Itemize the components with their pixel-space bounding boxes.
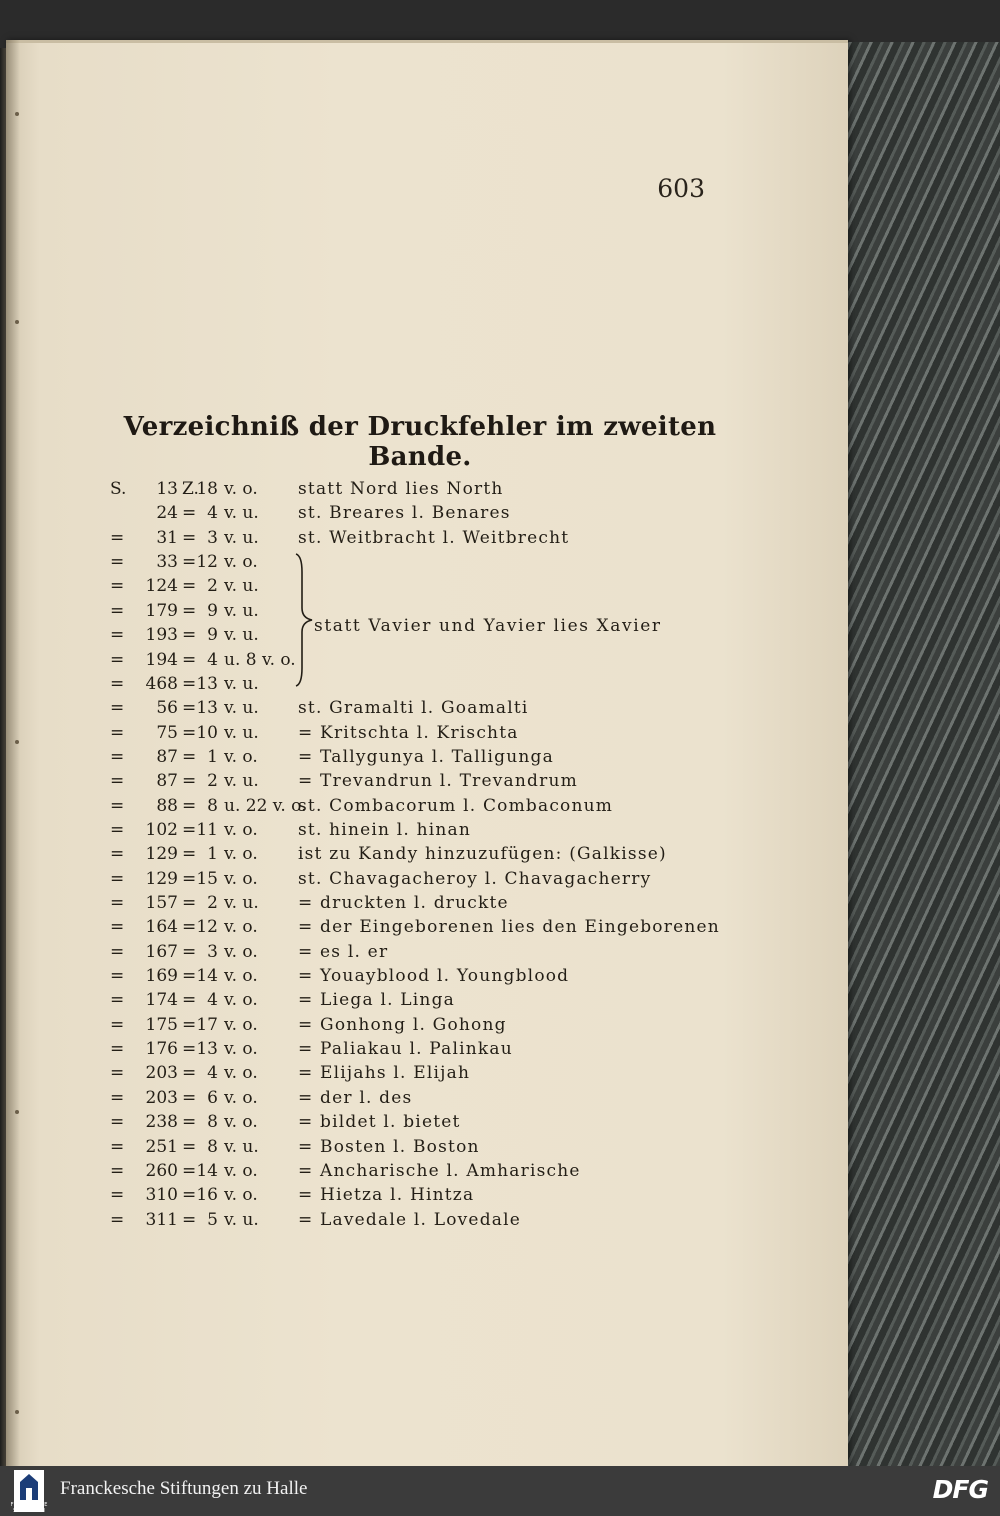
errata-row	[0, 1135, 840, 1159]
errata-line: 8	[207, 1112, 218, 1133]
errata-prefix: =	[110, 1063, 125, 1084]
errata-row	[0, 1061, 840, 1085]
errata-page: 56	[156, 698, 178, 719]
errata-correction: = es l. er	[298, 941, 389, 962]
errata-line-ref: v. o.	[224, 552, 258, 572]
errata-row	[0, 891, 840, 915]
errata-correction: st. Weitbracht l. Weitbrecht	[298, 527, 570, 548]
errata-line-ref: v. o.	[224, 868, 258, 889]
errata-line: 9	[207, 625, 218, 646]
errata-line: 9	[207, 600, 218, 621]
errata-line: 4	[207, 503, 218, 524]
errata-prefix: =	[110, 527, 125, 548]
errata-line-ref: u. 22 v. o.	[224, 795, 307, 816]
errata-line: 18	[196, 479, 218, 499]
errata-page: 88	[156, 795, 178, 816]
errata-page: 102	[145, 819, 178, 840]
errata-prefix: =	[110, 819, 125, 840]
errata-prefix: =	[110, 1014, 125, 1035]
errata-prefix: =	[110, 1209, 125, 1230]
errata-line-ref: v. o.	[224, 990, 258, 1011]
errata-line: 11	[196, 819, 218, 840]
errata-correction: st. Gramalti l. Goamalti	[298, 698, 529, 719]
errata-line: 16	[196, 1185, 218, 1206]
errata-prefix: =	[110, 625, 125, 646]
errata-line-ref: v. u.	[224, 527, 259, 548]
errata-ditto: =	[182, 795, 197, 816]
errata-row	[0, 794, 840, 818]
errata-ditto: =	[182, 600, 197, 621]
errata-prefix: =	[110, 795, 125, 816]
errata-ditto: =	[182, 1136, 197, 1157]
errata-line-ref: u. 8 v. o.	[224, 649, 296, 670]
errata-row	[0, 867, 840, 891]
errata-prefix: =	[110, 1160, 125, 1181]
errata-row	[0, 550, 840, 574]
errata-prefix: =	[110, 990, 125, 1011]
errata-line: 3	[207, 941, 218, 962]
errata-line: 1	[207, 746, 218, 767]
errata-correction: = der l. des	[298, 1087, 413, 1108]
errata-ditto: =	[182, 1087, 197, 1108]
errata-prefix: =	[110, 746, 125, 767]
errata-ditto: =	[182, 771, 197, 792]
errata-ditto: =	[182, 1160, 197, 1181]
errata-correction: = Ancharische l. Amharische	[298, 1160, 581, 1181]
errata-prefix: =	[110, 868, 125, 889]
errata-prefix: =	[110, 966, 125, 986]
errata-page: 167	[145, 941, 178, 962]
errata-ditto: =	[182, 746, 197, 767]
errata-row	[0, 648, 840, 672]
errata-page: 203	[145, 1063, 178, 1084]
errata-page: 75	[156, 722, 178, 743]
errata-ditto: =	[182, 1112, 197, 1133]
errata-page: 175	[145, 1014, 178, 1035]
errata-page: 124	[145, 576, 178, 597]
errata-ditto: =	[182, 698, 197, 719]
errata-prefix: =	[110, 917, 125, 938]
errata-page: 194	[145, 649, 178, 670]
errata-row	[0, 964, 840, 988]
errata-correction: = Elijahs l. Elijah	[298, 1063, 471, 1084]
errata-row	[0, 769, 840, 793]
errata-prefix: =	[110, 722, 125, 743]
errata-ditto: =	[182, 552, 197, 572]
errata-correction: ist zu Kandy hinzuzufügen: (Galkisse)	[298, 844, 667, 865]
errata-line-ref: v. o.	[224, 917, 258, 938]
errata-ditto: =	[182, 649, 197, 670]
errata-line-ref: v. o.	[224, 1039, 258, 1060]
errata-row	[0, 745, 840, 769]
errata-row	[0, 526, 840, 550]
footer-bar	[0, 1466, 1000, 1516]
errata-row	[0, 477, 840, 501]
errata-ditto: =	[182, 819, 197, 840]
errata-line: 13	[196, 1039, 218, 1060]
errata-line: 3	[207, 527, 218, 548]
errata-line: 12	[196, 917, 218, 938]
errata-prefix: =	[110, 600, 125, 621]
errata-prefix: =	[110, 552, 125, 572]
errata-line: 1	[207, 844, 218, 865]
errata-row	[0, 696, 840, 720]
errata-line-ref: v. o.	[224, 844, 258, 865]
errata-correction: = Gonhong l. Gohong	[298, 1014, 507, 1035]
errata-page: 157	[145, 893, 178, 913]
errata-correction: = der Eingeborenen lies den Eingeborenen	[298, 917, 720, 938]
errata-correction: = Youayblood l. Youngblood	[298, 966, 570, 986]
errata-row	[0, 988, 840, 1012]
errata-ditto: =	[182, 527, 197, 548]
errata-page: 203	[145, 1087, 178, 1108]
stitch-mark	[15, 320, 19, 324]
errata-line-ref: v. u.	[224, 698, 259, 719]
errata-page: 468	[145, 673, 178, 694]
errata-prefix: =	[110, 1136, 125, 1157]
errata-ditto: =	[182, 1063, 197, 1084]
errata-line-ref: v. u.	[224, 1209, 259, 1230]
errata-line: 8	[207, 795, 218, 816]
errata-correction: = druckten l. druckte	[298, 893, 509, 913]
stitch-mark	[15, 1410, 19, 1414]
logo-caption: FRANCKESCHE STIFTUNGEN	[10, 1502, 48, 1514]
errata-correction: = Lavedale l. Lovedale	[298, 1209, 522, 1230]
errata-row	[0, 672, 840, 696]
errata-line-ref: v. u.	[224, 600, 259, 621]
errata-page: 193	[145, 625, 178, 646]
errata-line: 6	[207, 1087, 218, 1108]
errata-correction: = Liega l. Linga	[298, 990, 455, 1011]
errata-row	[0, 574, 840, 598]
errata-prefix: S.	[110, 479, 127, 499]
errata-row	[0, 1013, 840, 1037]
errata-prefix: =	[110, 1039, 125, 1060]
errata-ditto: =	[182, 893, 197, 913]
errata-line-ref: v. u.	[224, 893, 259, 913]
errata-line-ref: v. u.	[224, 722, 259, 743]
errata-line-ref: v. u.	[224, 625, 259, 646]
errata-row	[0, 501, 840, 525]
institution-name: Franckesche Stiftungen zu Halle	[60, 1478, 308, 1499]
errata-line-ref: v. u.	[224, 771, 259, 792]
curly-brace-icon	[292, 552, 316, 688]
errata-line-ref: v. u.	[224, 673, 259, 694]
errata-line: 2	[207, 893, 218, 913]
errata-ditto: =	[182, 1014, 197, 1035]
errata-line: 4	[207, 1063, 218, 1084]
errata-ditto: =	[182, 868, 197, 889]
errata-ditto: =	[182, 990, 197, 1011]
errata-ditto: =	[182, 941, 197, 962]
errata-row	[0, 1183, 840, 1207]
errata-page: 87	[156, 771, 178, 792]
errata-prefix: =	[110, 1087, 125, 1108]
errata-correction: = Trevandrun l. Trevandrum	[298, 771, 578, 792]
errata-correction: statt Nord lies North	[298, 479, 504, 499]
errata-line: 10	[196, 722, 218, 743]
errata-page: 13	[156, 479, 178, 499]
errata-page: 176	[145, 1039, 178, 1060]
errata-row	[0, 1208, 840, 1232]
errata-line: 5	[207, 1209, 218, 1230]
errata-row	[0, 818, 840, 842]
errata-page: 260	[145, 1160, 178, 1181]
errata-page: 129	[145, 844, 178, 865]
errata-line: 4	[207, 990, 218, 1011]
errata-prefix: =	[110, 576, 125, 597]
errata-line: 8	[207, 1136, 218, 1157]
errata-page: 33	[156, 552, 178, 572]
errata-row	[0, 1037, 840, 1061]
errata-line-ref: v. o.	[224, 1160, 258, 1181]
errata-prefix: =	[110, 844, 125, 865]
errata-row	[0, 1110, 840, 1134]
errata-line: 2	[207, 771, 218, 792]
errata-page: 169	[145, 966, 178, 986]
errata-line-ref: v. o.	[224, 1014, 258, 1035]
errata-page: 311	[145, 1209, 178, 1230]
errata-prefix: =	[110, 893, 125, 913]
errata-ditto: =	[182, 1209, 197, 1230]
errata-page: 129	[145, 868, 178, 889]
errata-ditto: =	[182, 673, 197, 694]
errata-row	[0, 1086, 840, 1110]
errata-line-ref: v. o.	[224, 941, 258, 962]
brace-group-correction: statt Vavier und Yavier lies Xavier	[314, 616, 662, 636]
errata-row	[0, 915, 840, 939]
errata-correction: st. hinein l. hinan	[298, 819, 472, 840]
errata-line: 13	[196, 698, 218, 719]
errata-prefix: =	[110, 673, 125, 694]
errata-ditto: Z.	[182, 479, 199, 499]
errata-correction: st. Breares l. Benares	[298, 503, 511, 524]
errata-ditto: =	[182, 966, 197, 986]
errata-page: 310	[145, 1185, 178, 1206]
errata-prefix: =	[110, 1112, 125, 1133]
errata-prefix: =	[110, 649, 125, 670]
errata-correction: = Hietza l. Hintza	[298, 1185, 475, 1206]
errata-correction: st. Combacorum l. Combaconum	[298, 795, 614, 816]
errata-page: 31	[156, 527, 178, 548]
errata-correction: = bildet l. bietet	[298, 1112, 461, 1133]
errata-page: 164	[145, 917, 178, 938]
errata-ditto: =	[182, 625, 197, 646]
errata-line: 15	[196, 868, 218, 889]
page-heading: Verzeichniß der Druckfehler im zweiten Bande.	[123, 412, 717, 472]
errata-line-ref: v. o.	[224, 1112, 258, 1133]
errata-prefix: =	[110, 1185, 125, 1206]
errata-page: 238	[145, 1112, 178, 1133]
errata-prefix: =	[110, 941, 125, 962]
errata-ditto: =	[182, 576, 197, 597]
errata-ditto: =	[182, 722, 197, 743]
errata-ditto: =	[182, 1185, 197, 1206]
errata-prefix: =	[110, 698, 125, 719]
errata-page: 179	[145, 600, 178, 621]
errata-line-ref: v. o.	[224, 1185, 258, 1206]
errata-page: 251	[145, 1136, 178, 1157]
errata-line-ref: v. o.	[224, 1087, 258, 1108]
errata-ditto: =	[182, 1039, 197, 1060]
errata-ditto: =	[182, 917, 197, 938]
errata-correction: st. Chavagacheroy l. Chavagacherry	[298, 868, 652, 889]
dfg-logo: DFG	[932, 1475, 988, 1504]
errata-line: 14	[196, 966, 218, 986]
errata-ditto: =	[182, 844, 197, 865]
errata-line-ref: v. o.	[224, 746, 258, 767]
stitch-mark	[15, 112, 19, 116]
errata-line: 2	[207, 576, 218, 597]
errata-prefix: =	[110, 771, 125, 792]
errata-line-ref: v. u.	[224, 1136, 259, 1157]
errata-line-ref: v. u.	[224, 576, 259, 597]
errata-ditto: =	[182, 503, 197, 524]
errata-line-ref: v. o.	[224, 1063, 258, 1084]
errata-correction: = Bosten l. Boston	[298, 1136, 480, 1157]
errata-line-ref: v. o.	[224, 966, 258, 986]
errata-row	[0, 721, 840, 745]
errata-line: 12	[196, 552, 218, 572]
errata-row	[0, 940, 840, 964]
errata-page: 174	[145, 990, 178, 1011]
errata-row	[0, 1159, 840, 1183]
errata-correction: = Paliakau l. Palinkau	[298, 1039, 513, 1060]
page-number: 603	[657, 174, 705, 203]
errata-line-ref: v. o.	[224, 819, 258, 840]
errata-correction: = Tallygunya l. Talligunga	[298, 746, 554, 767]
errata-correction: = Kritschta l. Krischta	[298, 722, 519, 743]
errata-page: 87	[156, 746, 178, 767]
errata-row	[0, 842, 840, 866]
errata-line-ref: v. o.	[224, 479, 258, 499]
errata-line: 14	[196, 1160, 218, 1181]
errata-page: 24	[156, 503, 178, 524]
marbled-cover-edge	[842, 42, 1000, 1466]
errata-line-ref: v. u.	[224, 503, 259, 524]
errata-line: 4	[207, 649, 218, 670]
errata-line: 13	[196, 673, 218, 694]
errata-line: 17	[196, 1014, 218, 1035]
